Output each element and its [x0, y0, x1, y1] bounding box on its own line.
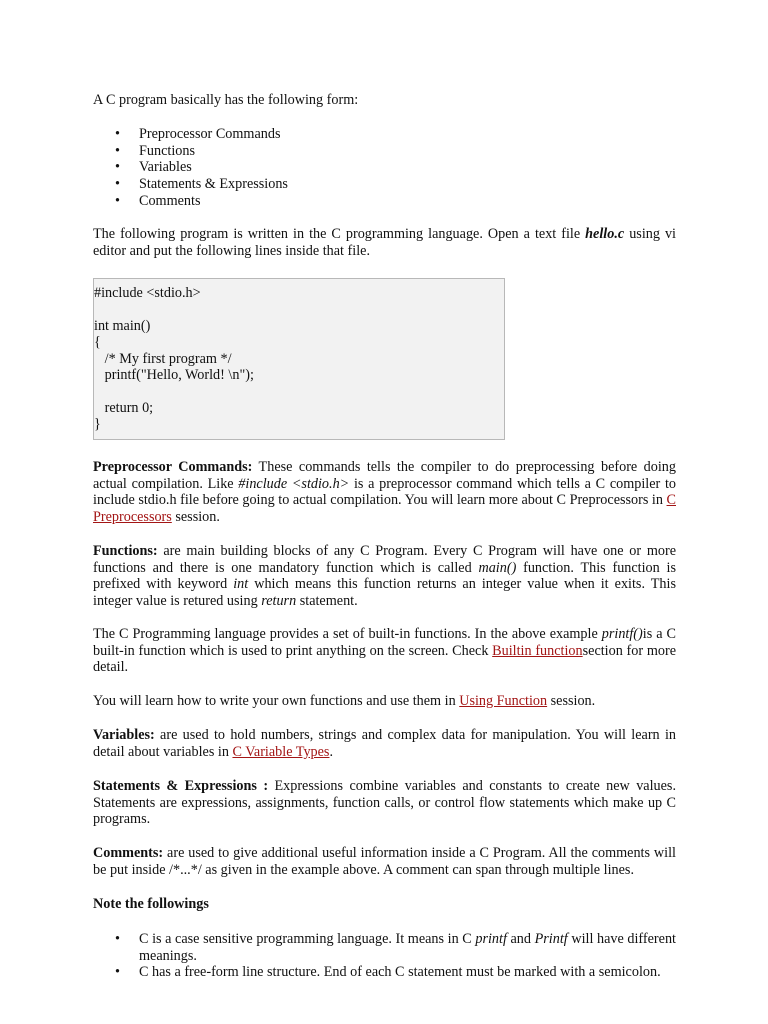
- c-preprocessors-link[interactable]: C Preprocessors: [93, 492, 676, 526]
- term-label: Comments:: [93, 845, 164, 861]
- code-line: {: [94, 334, 101, 351]
- code-line: /* My first program */: [94, 350, 232, 367]
- list-item: • Functions: [115, 142, 195, 159]
- notes-list: [93, 931, 676, 981]
- code-line: [94, 383, 504, 399]
- bullet-icon: •: [115, 126, 120, 142]
- using-function-paragraph: You will learn how to write your own functions and use them in Using Function session.: [93, 693, 596, 709]
- list-item: • Statements & Expressions: [115, 176, 288, 193]
- inline-code: main(): [478, 559, 517, 576]
- bullet-icon: •: [115, 159, 120, 176]
- c-variable-types-link[interactable]: C Variable Types: [232, 743, 330, 760]
- code-line: [94, 301, 504, 317]
- program-intro-paragraph: The following program is written in the C programming language. Open a text file hello.c using vi editor and put the following lines inside that file.: [93, 226, 676, 259]
- list-item: • C is a case sensitive programming language. It means in C printf and Printf will have different meanings.: [115, 931, 676, 964]
- inline-code: printf: [475, 931, 507, 947]
- inline-code: Printf: [534, 931, 568, 947]
- preprocessor-paragraph: Preprocessor Commands: These commands tells the compiler to do preprocessing before doing actual compilation. Like #include <stdio.h> is a preprocessor command which tells a C compiler to include stdio.h file before going to actual compilation. You will learn more about C Preprocessors in C Preprocessors session.: [93, 459, 676, 526]
- bullet-icon: •: [115, 964, 120, 981]
- statements-paragraph: Statements & Expressions : Expressions combine variables and constants to create new values. Statements are expressions, assignments, function calls, or control flow statements which make up C programs.: [93, 778, 676, 828]
- program-form-list: [93, 126, 676, 210]
- note-heading: Note the followings: [93, 896, 209, 912]
- term-label: Variables:: [93, 727, 155, 743]
- comments-paragraph: Comments: are used to give additional useful information inside a C Program. All the comments will be put inside /*...*/ as given in the example above. A comment can span through multiple lines.: [93, 845, 676, 878]
- inline-code: #include <stdio.h>: [238, 475, 350, 492]
- variables-paragraph: Variables: are used to hold numbers, strings and complex data for manipulation. You will learn in detail about variables in C Variable Types.: [93, 727, 676, 760]
- filename: hello.c: [585, 226, 625, 242]
- code-block: [93, 278, 505, 440]
- inline-code: return: [261, 593, 297, 610]
- term-label: Preprocessor Commands:: [93, 459, 253, 475]
- list-item: • C has a free-form line structure. End of each C statement must be marked with a semicolon.: [115, 964, 661, 981]
- builtin-paragraph: The C Programming language provides a set of built-in functions. In the above example printf()is a C built-in function which is used to print anything on the screen. Check Builtin functionsection for more detail.: [93, 626, 676, 676]
- code-line: }: [94, 416, 101, 433]
- bullet-icon: •: [115, 192, 120, 209]
- builtin-function-link[interactable]: Builtin function: [492, 642, 583, 659]
- list-item: • Preprocessor Commands: [115, 126, 281, 142]
- term-label: Functions:: [93, 543, 158, 559]
- code-line: int main(): [94, 317, 151, 334]
- inline-code: int: [233, 576, 249, 593]
- bullet-icon: •: [115, 142, 120, 159]
- using-function-link[interactable]: Using Function: [459, 693, 548, 709]
- code-line: printf("Hello, World! \n");: [94, 366, 254, 383]
- term-label: Statements & Expressions :: [93, 778, 269, 794]
- bullet-icon: •: [115, 931, 120, 947]
- code-line: #include <stdio.h>: [94, 285, 201, 301]
- intro-paragraph: A C program basically has the following form:: [93, 92, 359, 108]
- inline-code: printf(): [601, 626, 643, 642]
- bullet-icon: •: [115, 176, 120, 193]
- code-line: return 0;: [94, 399, 154, 416]
- list-item: • Variables: [115, 159, 192, 176]
- list-item: • Comments: [115, 192, 201, 209]
- functions-paragraph: Functions: are main building blocks of any C Program. Every C Program will have one or more functions and there is one mandatory function which is called main() function. This function is prefixed with keyword int which means this function returns an integer value when it exits. This integer value is retured using return statement.: [93, 543, 676, 610]
